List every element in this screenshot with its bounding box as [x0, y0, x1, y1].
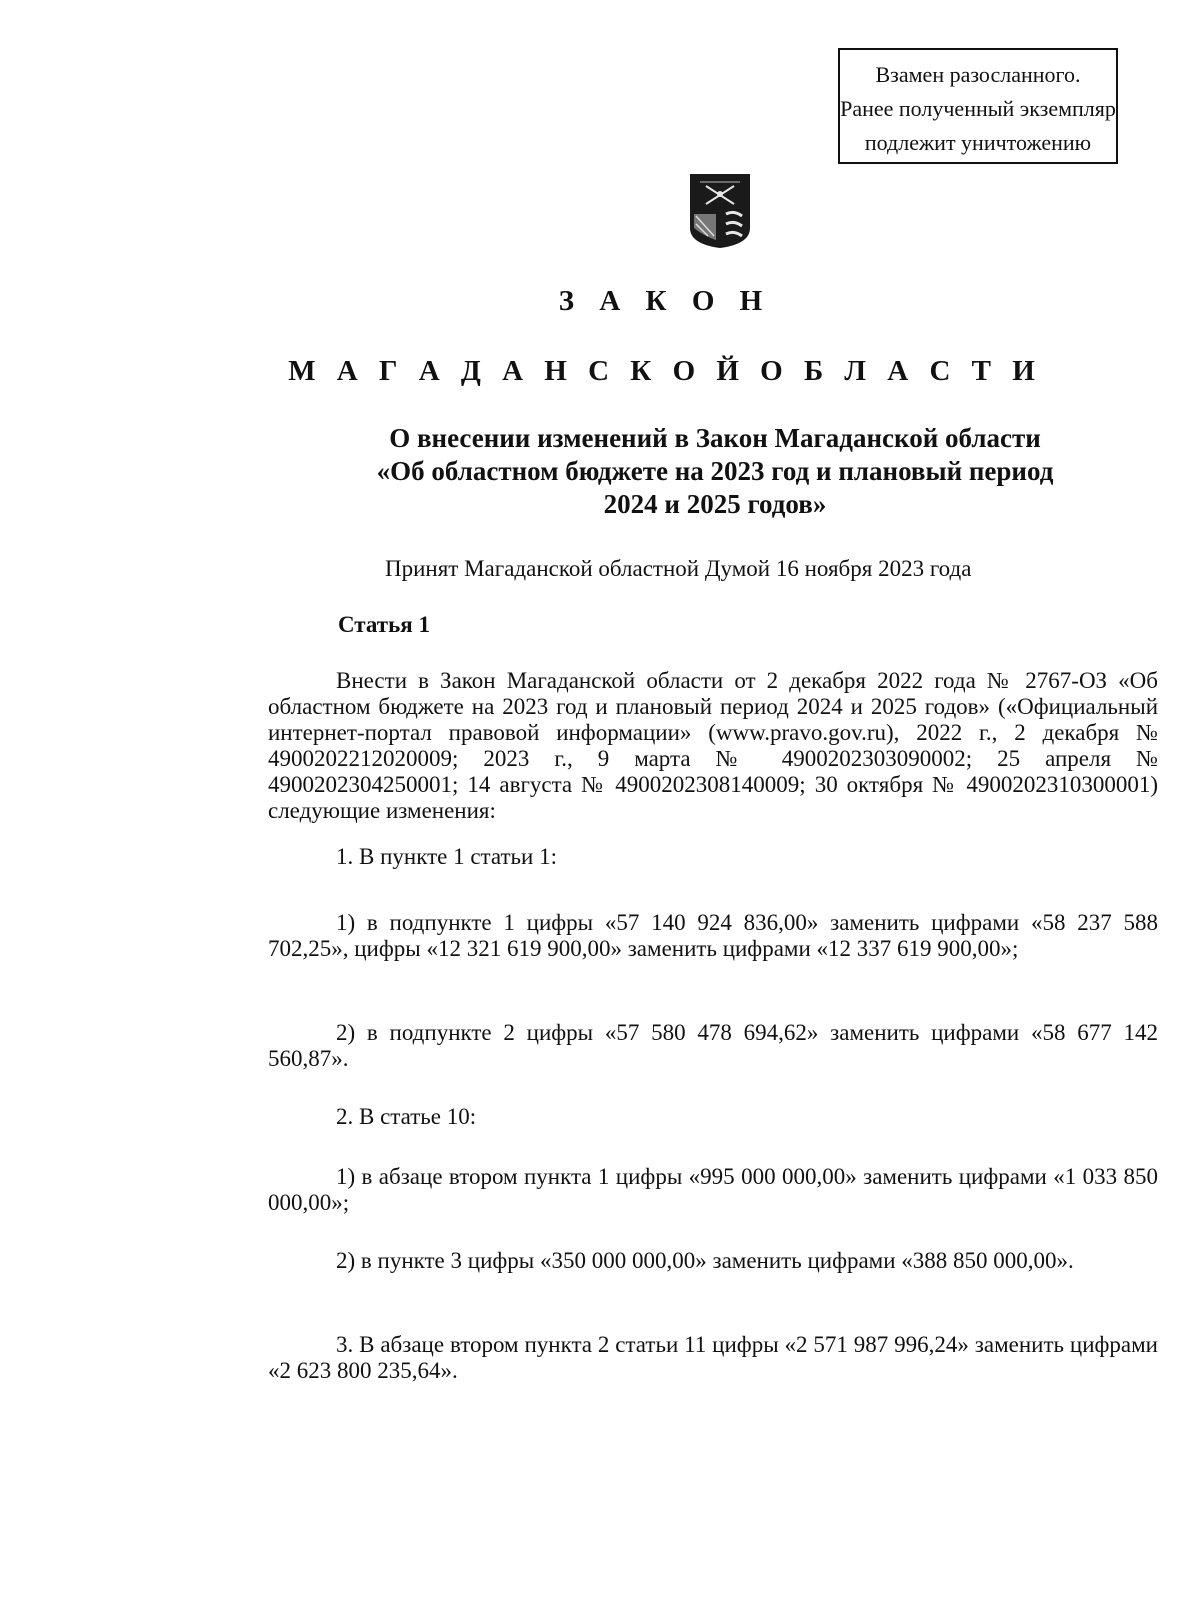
point-2-subitem-1-text: 1) в абзаце втором пункта 1 цифры «995 000 000,00» заменить цифрами «1 033 850 000,00»;: [268, 1164, 1158, 1215]
article-intro-text: Внести в Закон Магаданской области от 2 декабря 2022 года № 2767-ОЗ «Об областном бюджете на 2023 год и плановый период 2024 и 2025 годов» («Официальный интернет-портал правовой информации» (www.pravo.gov.ru), 2022 г., 2 декабря № 4900202212020009; 2023 г., 9 марта № 4900202303090002; 25 апреля № 4900202304250001; 14 августа № 4900202308140009; 30 октября № 4900202310300001) следующие изменения:: [268, 668, 1158, 823]
point-3: [268, 1332, 1158, 1384]
document-type-heading: З А К О Н: [558, 285, 772, 317]
stamp-line-1: Взамен разосланного.: [875, 62, 1081, 87]
point-2-subitem-2: [268, 1248, 1158, 1274]
point-1-subitem-1: [268, 910, 1158, 962]
stamp-line-2: Ранее полученный экземпляр: [840, 96, 1116, 121]
article-intro: [268, 668, 1158, 824]
replacement-notice-stamp: [838, 48, 1118, 164]
point-2-heading: 2. В статье 10:: [336, 1104, 477, 1129]
point-2-subitem-2-text: 2) в пункте 3 цифры «350 000 000,00» заменить цифрами «388 850 000,00».: [336, 1248, 1074, 1273]
coat-of-arms-icon: [686, 170, 754, 250]
stamp-line-3: подлежит уничтожению: [864, 130, 1092, 155]
point-2-subitem-1: [268, 1164, 1158, 1216]
point-3-text: 3. В абзаце втором пункта 2 статьи 11 цифры «2 571 987 996,24» заменить цифрами «2 623 800 235,64».: [268, 1332, 1158, 1383]
point-1-heading: 1. В пункте 1 статьи 1:: [336, 844, 557, 869]
point-1-subitem-2-text: 2) в подпункте 2 цифры «57 580 478 694,62» заменить цифрами «58 677 142 560,87».: [268, 1020, 1158, 1071]
law-title-line-3: 2024 и 2025 годов»: [603, 489, 827, 519]
region-heading: М А Г А Д А Н С К О Й О Б Л А С Т И: [288, 355, 1042, 387]
law-title: [270, 422, 1160, 521]
point-1-subitem-2: [268, 1020, 1158, 1072]
law-title-line-2: «Об областном бюджете на 2023 год и плановый период: [376, 456, 1054, 486]
law-title-line-1: О внесении изменений в Закон Магаданской области: [389, 423, 1041, 453]
article-heading: Статья 1: [338, 612, 430, 637]
point-1-subitem-1-text: 1) в подпункте 1 цифры «57 140 924 836,00» заменить цифрами «58 237 588 702,25», цифры «12 321 619 900,00» заменить цифрами «12 337 619 900,00»;: [268, 910, 1158, 961]
adoption-statement: Принят Магаданской областной Думой 16 ноября 2023 года: [385, 556, 972, 581]
